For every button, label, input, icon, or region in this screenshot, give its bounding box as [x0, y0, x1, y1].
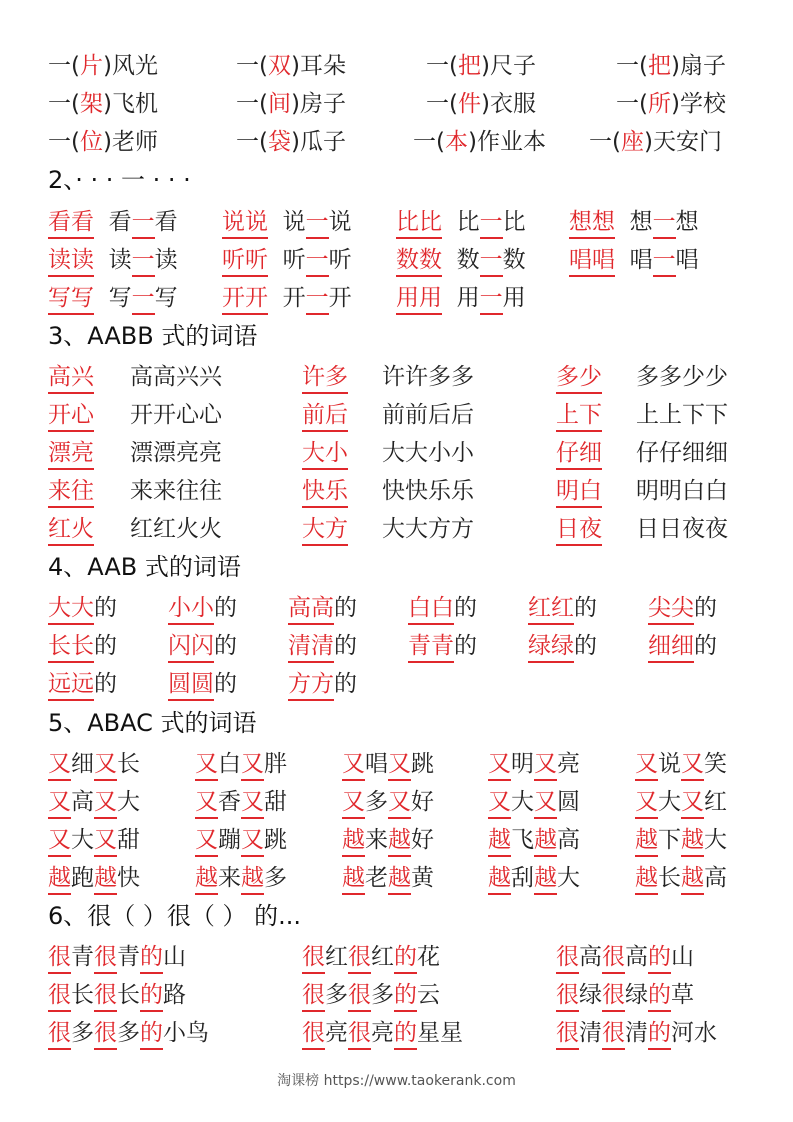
s3-row-2	[48, 434, 753, 472]
abac-word: 越老越黄	[342, 859, 434, 897]
aabb-word: 高兴	[48, 358, 94, 396]
s4-row-0	[48, 589, 753, 627]
footer-watermark: 淘课榜 https://www.taokerank.com	[277, 1073, 516, 1089]
hen-phrase: 很高很高的山	[556, 938, 694, 976]
aabb-word: 多少	[556, 358, 602, 396]
abac-word: 又高又大	[48, 783, 140, 821]
s3-row-0	[48, 358, 753, 396]
s2-row-0	[48, 203, 753, 241]
s4-row-1	[48, 627, 753, 665]
abac-word: 越飞越高	[488, 821, 580, 859]
s6-row-2	[48, 1014, 753, 1052]
measure-word-item: 一(件)衣服	[426, 91, 536, 117]
abac-word: 又多又好	[342, 783, 434, 821]
abac-word: 越来越多	[195, 859, 287, 897]
section-4-heading: 4、AAB 式的词语	[48, 553, 241, 581]
s1-row-2	[48, 123, 753, 161]
abac-word: 又蹦又跳	[195, 821, 287, 859]
aabb-word: 开心	[48, 396, 94, 434]
aabb-expanded: 多多少少	[636, 364, 728, 390]
aabb-word: 大小	[302, 434, 348, 472]
abac-word: 又说又笑	[635, 745, 727, 783]
hen-phrase: 很多很多的云	[302, 976, 440, 1014]
measure-word-item: 一(所)学校	[616, 91, 726, 117]
aab-word: 红红的	[528, 589, 597, 627]
s3-row-1	[48, 396, 753, 434]
word-pair: 看看 看一看	[48, 203, 178, 241]
aabb-word: 快乐	[302, 472, 348, 510]
hen-phrase: 很多很多的小鸟	[48, 1014, 209, 1052]
section-3-heading: 3、AABB 式的词语	[48, 322, 258, 350]
s4-row-2	[48, 665, 753, 703]
word-pair: 想想 想一想	[569, 203, 699, 241]
s1-row-1	[48, 85, 753, 123]
aabb-word: 前后	[302, 396, 348, 434]
aabb-expanded: 大大方方	[382, 516, 474, 542]
hen-phrase: 很长很长的路	[48, 976, 186, 1014]
measure-word-item: 一(双)耳朵	[236, 53, 346, 79]
word-pair: 听听 听一听	[222, 241, 352, 279]
aab-word: 白白的	[408, 589, 477, 627]
aabb-expanded: 高高兴兴	[130, 364, 222, 390]
s3-row-4	[48, 510, 753, 548]
word-pair: 唱唱 唱一唱	[569, 241, 699, 279]
abac-word: 又香又甜	[195, 783, 287, 821]
section-5-heading: 5、ABAC 式的词语	[48, 709, 257, 737]
word-pair: 开开 开一开	[222, 279, 352, 317]
hen-phrase: 很绿很绿的草	[556, 976, 694, 1014]
aab-word: 清清的	[288, 627, 357, 665]
aab-word: 闪闪的	[168, 627, 237, 665]
measure-word-item: 一(座)天安门	[589, 129, 722, 155]
aabb-word: 明白	[556, 472, 602, 510]
hen-phrase: 很红很红的花	[302, 938, 440, 976]
measure-word-item: 一(本)作业本	[413, 129, 546, 155]
aab-word: 小小的	[168, 589, 237, 627]
aabb-word: 漂亮	[48, 434, 94, 472]
hen-phrase: 很青很青的山	[48, 938, 186, 976]
aabb-expanded: 开开心心	[130, 402, 222, 428]
abac-word: 又细又长	[48, 745, 140, 783]
aabb-expanded: 日日夜夜	[636, 516, 728, 542]
s2-row-1	[48, 241, 753, 279]
s2-row-2	[48, 279, 753, 317]
abac-word: 又明又亮	[488, 745, 580, 783]
s5-row-1	[48, 783, 753, 821]
measure-word-item: 一(把)尺子	[426, 53, 536, 79]
aab-word: 方方的	[288, 665, 357, 703]
aab-word: 圆圆的	[168, 665, 237, 703]
aabb-expanded: 许许多多	[382, 364, 474, 390]
aab-word: 远远的	[48, 665, 117, 703]
measure-word-item: 一(位)老师	[48, 129, 158, 155]
s5-row-0	[48, 745, 753, 783]
word-pair: 比比 比一比	[396, 203, 526, 241]
abac-word: 越长越高	[635, 859, 727, 897]
abac-word: 又白又胖	[195, 745, 287, 783]
s6-row-0	[48, 938, 753, 976]
hen-phrase: 很亮很亮的星星	[302, 1014, 463, 1052]
aabb-word: 上下	[556, 396, 602, 434]
section-6-heading: 6、很（ ）很（ ） 的...	[48, 902, 302, 930]
aabb-expanded: 大大小小	[382, 440, 474, 466]
aabb-word: 红火	[48, 510, 94, 548]
aabb-expanded: 上上下下	[636, 402, 728, 428]
abac-word: 又大又甜	[48, 821, 140, 859]
abac-word: 越跑越快	[48, 859, 140, 897]
aabb-word: 仔细	[556, 434, 602, 472]
abac-word: 又大又圆	[488, 783, 580, 821]
aabb-expanded: 来来往往	[130, 478, 222, 504]
section-2-heading: 2、· · · 一 · · ·	[48, 166, 191, 194]
word-pair: 数数 数一数	[396, 241, 526, 279]
aab-word: 大大的	[48, 589, 117, 627]
aab-word: 绿绿的	[528, 627, 597, 665]
aab-word: 高高的	[288, 589, 357, 627]
aabb-expanded: 前前后后	[382, 402, 474, 428]
aab-word: 细细的	[648, 627, 717, 665]
measure-word-item: 一(把)扇子	[616, 53, 726, 79]
abac-word: 又大又红	[635, 783, 727, 821]
aab-word: 尖尖的	[648, 589, 717, 627]
word-pair: 读读 读一读	[48, 241, 178, 279]
aabb-word: 大方	[302, 510, 348, 548]
s5-row-3	[48, 859, 753, 897]
aabb-expanded: 红红火火	[130, 516, 222, 542]
aab-word: 长长的	[48, 627, 117, 665]
aabb-word: 来往	[48, 472, 94, 510]
s1-row-0	[48, 47, 753, 85]
aab-word: 青青的	[408, 627, 477, 665]
abac-word: 又唱又跳	[342, 745, 434, 783]
measure-word-item: 一(袋)瓜子	[236, 129, 346, 155]
hen-phrase: 很清很清的河水	[556, 1014, 717, 1052]
abac-word: 越下越大	[635, 821, 727, 859]
aabb-word: 许多	[302, 358, 348, 396]
aabb-word: 日夜	[556, 510, 602, 548]
measure-word-item: 一(架)飞机	[48, 91, 158, 117]
aabb-expanded: 仔仔细细	[636, 440, 728, 466]
measure-word-item: 一(间)房子	[236, 91, 346, 117]
aabb-expanded: 快快乐乐	[382, 478, 474, 504]
s5-row-2	[48, 821, 753, 859]
word-pair: 用用 用一用	[396, 279, 526, 317]
abac-word: 越来越好	[342, 821, 434, 859]
word-pair: 说说 说一说	[222, 203, 352, 241]
aabb-expanded: 漂漂亮亮	[130, 440, 222, 466]
word-pair: 写写 写一写	[48, 279, 178, 317]
measure-word-item: 一(片)风光	[48, 53, 158, 79]
s6-row-1	[48, 976, 753, 1014]
s3-row-3	[48, 472, 753, 510]
aabb-expanded: 明明白白	[636, 478, 728, 504]
abac-word: 越刮越大	[488, 859, 580, 897]
